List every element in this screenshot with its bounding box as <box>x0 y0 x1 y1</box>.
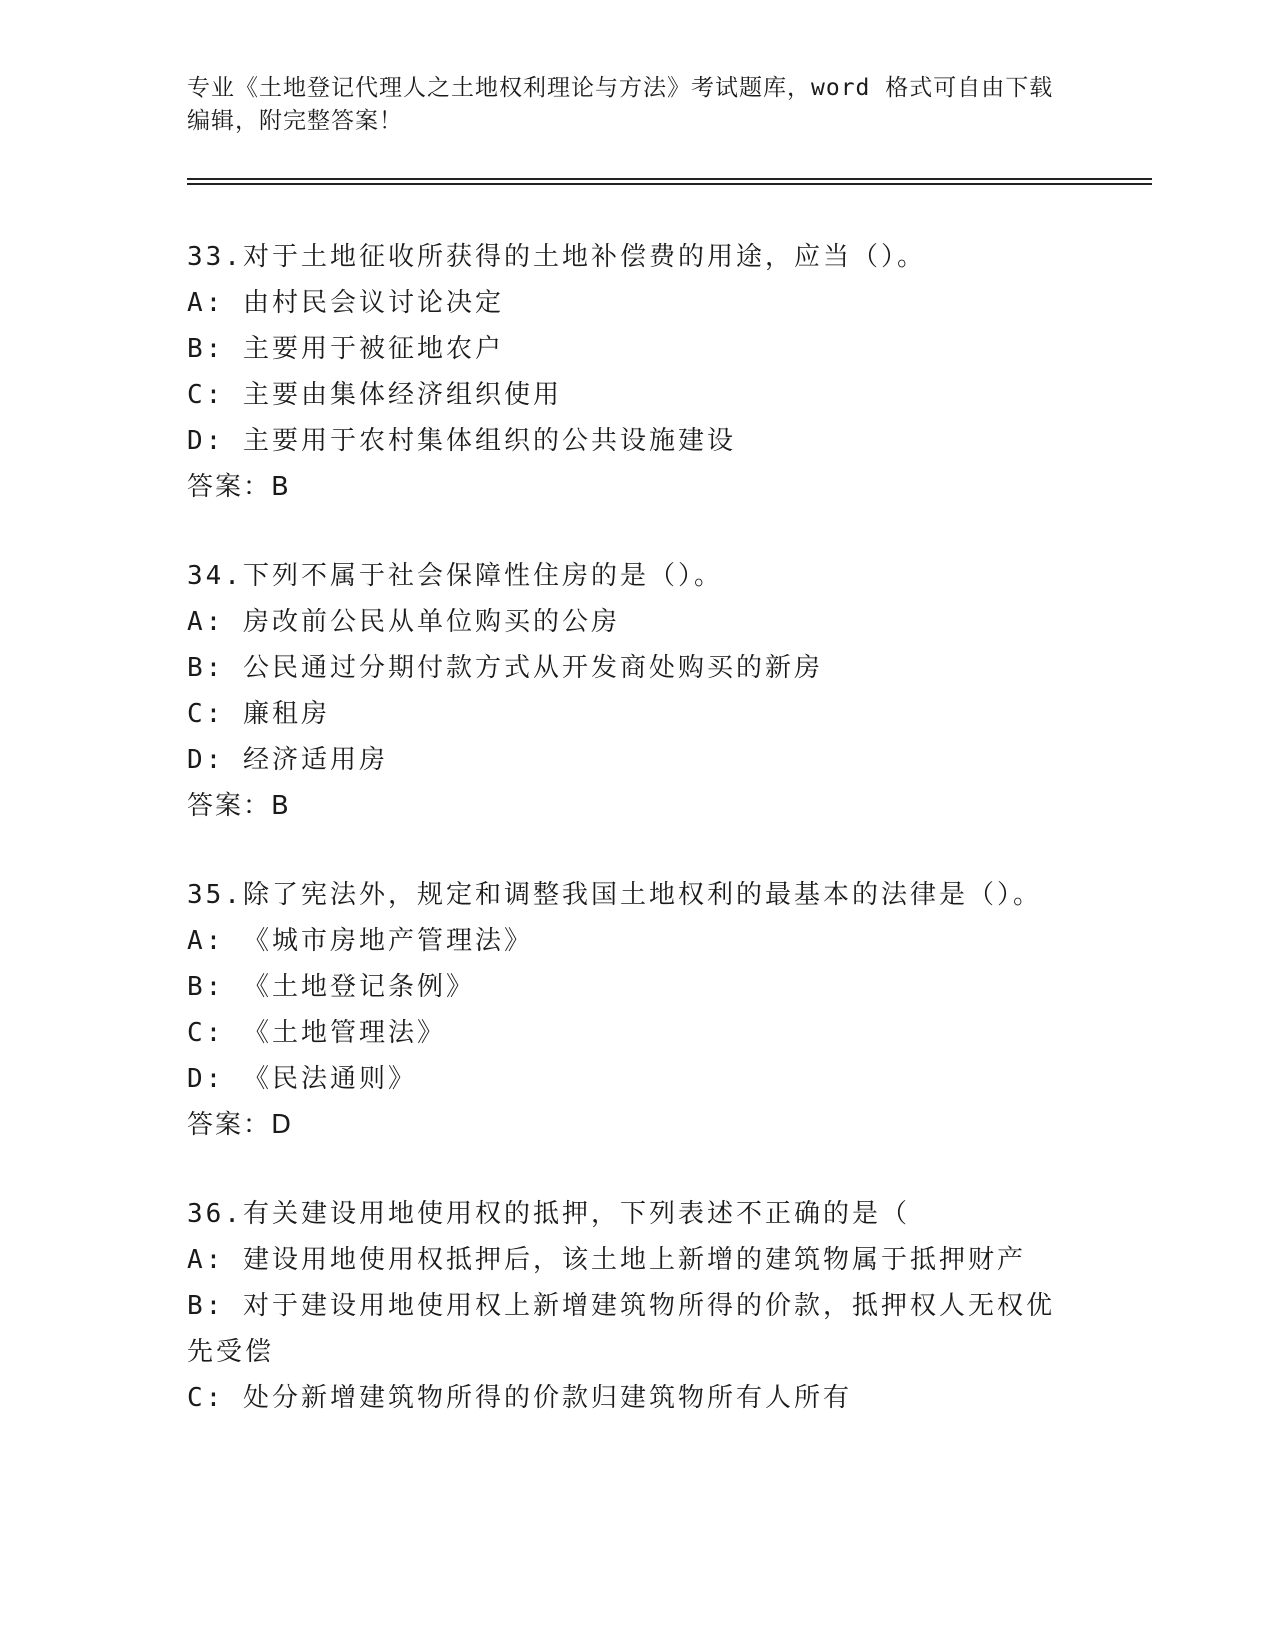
option-d: D: 主要用于农村集体组织的公共设施建设 <box>187 426 736 456</box>
option-b: B: 《土地登记条例》 <box>187 972 475 1002</box>
option-b: B: 公民通过分期付款方式从开发商处购买的新房 <box>187 653 823 683</box>
question-36 <box>187 1191 1087 1421</box>
option-c: C: 主要由集体经济组织使用 <box>187 380 562 410</box>
header-divider-top <box>187 178 1152 180</box>
question-34 <box>187 553 1087 829</box>
document-header-note: 专业《土地登记代理人之土地权利理论与方法》考试题库，word 格式可自由下载编辑，附完整答案！ <box>187 75 1054 134</box>
option-a: A: 由村民会议讨论决定 <box>187 288 504 318</box>
answer: 答案：D <box>187 1110 294 1140</box>
question-stem: 36.有关建设用地使用权的抵押，下列表述不正确的是（ <box>187 1199 910 1229</box>
answer: 答案：B <box>187 472 291 502</box>
option-c: C: 廉租房 <box>187 699 330 729</box>
header-divider-bottom <box>187 183 1152 185</box>
option-b: B: 主要用于被征地农户 <box>187 334 504 364</box>
option-c: C: 《土地管理法》 <box>187 1018 446 1048</box>
answer: 答案：B <box>187 791 291 821</box>
question-stem: 33.对于土地征收所获得的土地补偿费的用途，应当（）。 <box>187 242 926 272</box>
question-33 <box>187 234 1087 510</box>
question-stem: 35.除了宪法外，规定和调整我国土地权利的最基本的法律是（）。 <box>187 880 1042 910</box>
option-a: A: 建设用地使用权抵押后，该土地上新增的建筑物属于抵押财产 <box>187 1245 1026 1275</box>
question-stem: 34.下列不属于社会保障性住房的是（）。 <box>187 561 723 591</box>
option-a: A: 《城市房地产管理法》 <box>187 926 533 956</box>
option-d: D: 《民法通则》 <box>187 1064 417 1094</box>
option-b: B: 对于建设用地使用权上新增建筑物所得的价款，抵押权人无权优先受偿 <box>187 1291 1055 1367</box>
option-a: A: 房改前公民从单位购买的公房 <box>187 607 620 637</box>
question-35 <box>187 872 1087 1148</box>
option-d: D: 经济适用房 <box>187 745 388 775</box>
option-c: C: 处分新增建筑物所得的价款归建筑物所有人所有 <box>187 1383 852 1413</box>
